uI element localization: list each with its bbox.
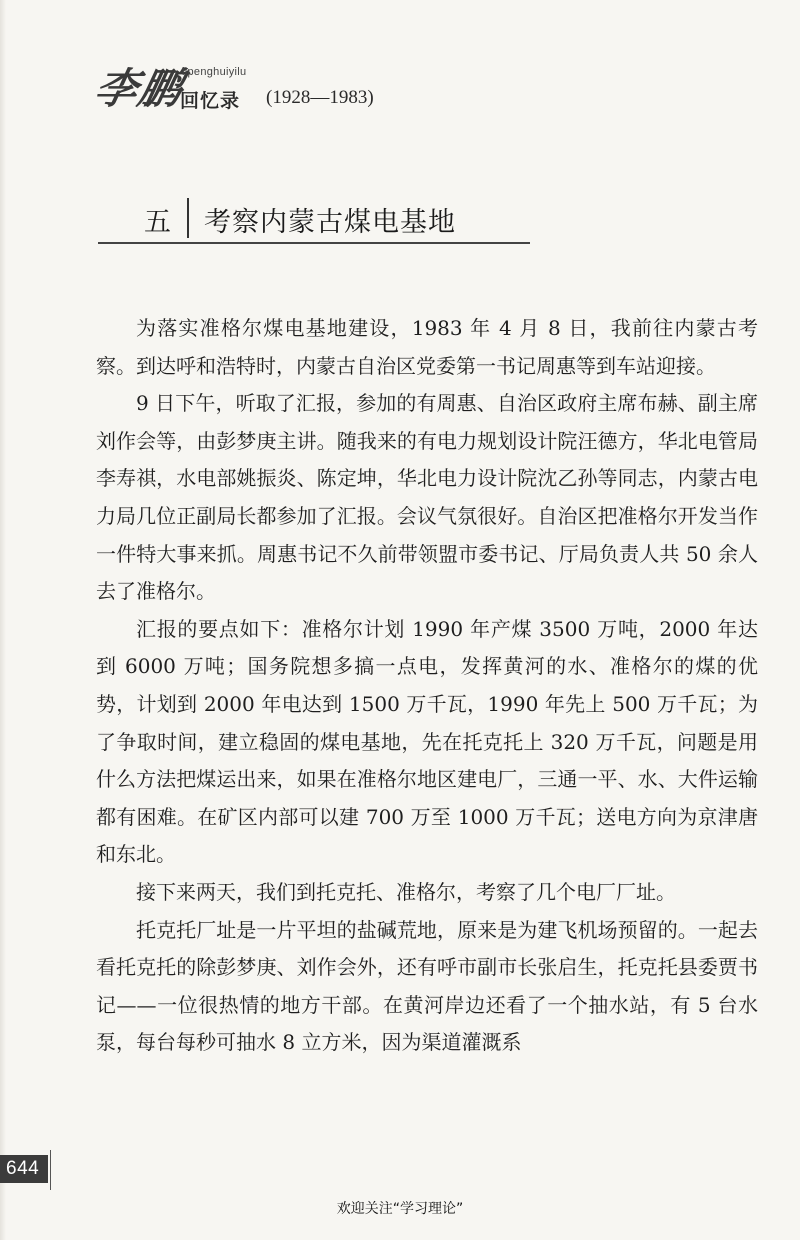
running-header <box>90 56 516 116</box>
memoir-years: (1928—1983) <box>266 87 374 108</box>
paragraph: 9 日下午，听取了汇报，参加的有周惠、自治区政府主席布赫、副主席刘作会等，由彭梦庚主讲。随我来的有电力规划设计院汪德方，华北电管局李寿祺，水电部姚振炎、陈定坤，华北电力设计院沈乙孙等同志，内蒙古电力局几位正副局长都参加了汇报。会议气氛很好。自治区把准格尔开发当作一件特大事来抓。周惠书记不久前带领盟市委书记、厅局负责人共 50 余人去了准格尔。 <box>96 391 758 604</box>
chapter-divider <box>187 198 189 238</box>
author-signature: 李鹏 <box>90 64 189 113</box>
paragraph: 为落实准格尔煤电基地建设，1983 年 4 月 8 日，我前往内蒙古考察。到达呼和浩特时，内蒙古自治区党委第一书记周惠等到车站迎接。 <box>96 316 758 378</box>
scan-edge-shadow <box>0 0 6 1240</box>
paragraph: 接下来两天，我们到托克托、准格尔，考察了几个电厂厂址。 <box>136 879 676 904</box>
paragraph: 托克托厂址是一片平坦的盐碱荒地，原来是为建飞机场预留的。一起去看托克托的除彭梦庚、刘作会外，还有呼市副市长张启生，托克托县委贾书记——一位很热情的地方干部。在黄河岸边还看了一个抽水站，有 5 台水泵，每台每秒可抽水 8 立方米，因为渠道灌溉系 <box>96 917 758 1055</box>
footer-note: 欢迎关注“学习理论” <box>336 1201 464 1217</box>
pinyin-label: lipenghuiyilu <box>182 66 247 78</box>
chapter-underline <box>98 242 530 244</box>
chapter-heading <box>98 196 530 246</box>
memoir-title: 回忆录 <box>180 90 241 112</box>
chapter-title: 考察内蒙古煤电基地 <box>204 207 456 238</box>
page-marker-divider <box>50 1150 51 1190</box>
page-number: 644 <box>6 1158 40 1179</box>
page-number-tab <box>0 1155 48 1183</box>
paragraph: 汇报的要点如下：准格尔计划 1990 年产煤 3500 万吨，2000 年达到 6000 万吨；国务院想多搞一点电，发挥黄河的水、准格尔的煤的优势，计划到 2000 年电达到 1500 万千瓦，1990 年先上 500 万千瓦；为了争取时间，建立稳固的煤电基地，先在托克托上 320 万千瓦，问题是用什么方法把煤运出来，如果在准格尔地区建电厂，三通一平、水、大件运输都有困难。在矿区内部可以建 700 万至 1000 万千瓦；送电方向为京津唐和东北。 <box>96 616 758 867</box>
chapter-number: 五 <box>144 207 171 238</box>
body-text <box>96 310 758 1062</box>
